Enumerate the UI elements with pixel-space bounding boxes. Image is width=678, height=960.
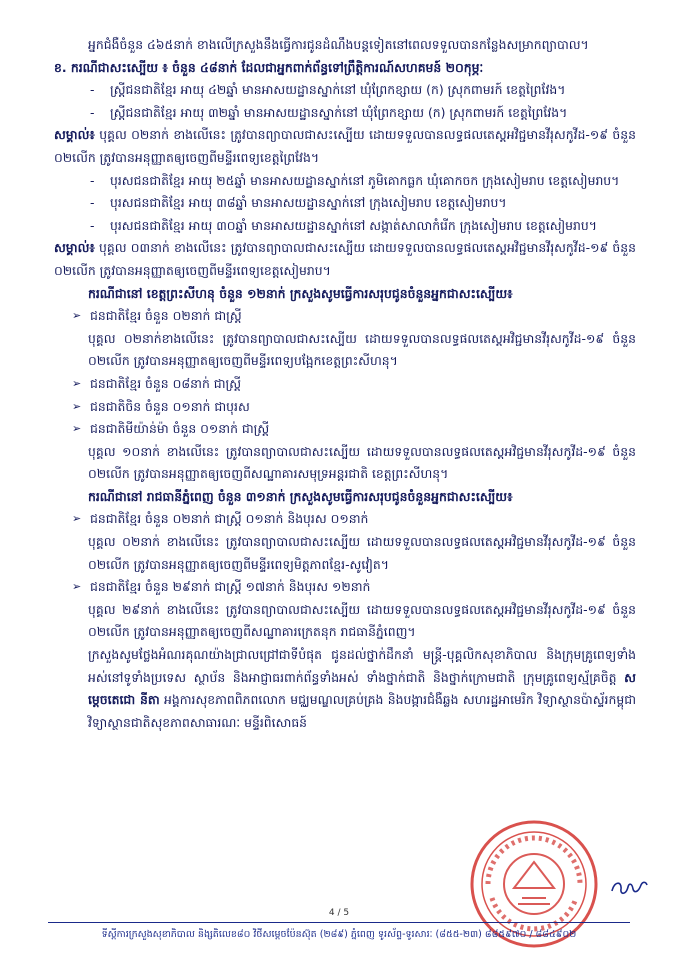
note-text: បុគ្គល ០២នាក់ ខាងលើនេះ ត្រូវបានព្យាបាលជាសះស្បើយ ដោយទទួលបានលទ្ធផលតេស្តអវិជ្ជមានវីរុសកូវីដ-១៩ ចំនួន ០២លើក ត្រូវបានអនុញ្ញាតឲ្យចេញពីមន្ទីរពេទ្យខេត្តព្រៃវែង។	[54, 127, 636, 165]
signature-icon	[608, 875, 650, 899]
dash-bullet-icon: -	[90, 104, 95, 120]
list-item-text: ជនជាតិខ្មែរ ចំនួន ០២នាក់ ជាស្ត្រី ០១នាក់ និងបុរស ០១នាក់	[90, 511, 369, 527]
list-item	[54, 215, 636, 238]
list-item-text: បុរសជនជាតិខ្មែរ អាយុ ២៥ឆ្នាំ មានអាសយដ្ឋានស្នាក់នៅ ភូមិគោកធ្លក ឃុំគោកចក ក្រុងសៀមរាប ខេត្តសៀមរាប។	[110, 172, 620, 188]
arrow-bullet-icon: ➢	[72, 376, 82, 390]
list-item-text: ជនជាតិមីយ៉ាន់ម៉ា ចំនួន ០១នាក់ ជាស្ត្រី	[90, 421, 270, 437]
person-paragraph: បុគ្គល ០២នាក់ ខាងលើនេះ ត្រូវបានព្យាបាលជាសះស្បើយ ដោយទទួលបានលទ្ធផលតេស្តអវិជ្ជមានវីរុសកូវីដ-១៩ ចំនួន ០២លើក ត្រូវបានអនុញ្ញាតឲ្យចេញពីមន្ទីរពេទ្យមិត្តភាពខ្មែរ-សូវៀត។	[88, 534, 636, 572]
person-paragraph: បុគ្គល ១០នាក់ ខាងលើនេះ ត្រូវបានព្យាបាលជាសះស្បើយ ដោយទទួលបានលទ្ធផលតេស្តអវិជ្ជមានវីរុសកូវីដ-១៩ ចំនួន ០២លើក ត្រូវបានអនុញ្ញាតឲ្យចេញពីសណ្ឋាគារសមុទ្រអន្តរជាតិ ខេត្តព្រះសីហនុ។	[88, 443, 636, 482]
list-item	[54, 418, 636, 441]
list-item-text: ជនជាតិខ្មែរ ចំនួន ០២នាក់ ជាស្ត្រី	[90, 308, 242, 324]
note-label: សម្គាល់៖	[54, 127, 95, 143]
recovered-heading: ខ. ករណីជាសះស្បើយ ៖ ចំនួន ៤៨នាក់ ដែលជាអ្នកពាក់ព័ន្ធទៅព្រឹត្តិការណ៍សហគមន៍ ២០កុម្ភៈ	[54, 59, 484, 75]
list-item	[54, 79, 636, 102]
person-paragraph: បុគ្គល ២៩នាក់ ខាងលើនេះ ត្រូវបានព្យាបាលជាសះស្បើយ ដោយទទួលបានលទ្ធផលតេស្តអវិជ្ជមានវីរុសកូវីដ-១៩ ចំនួន ០២លើក ត្រូវបានអនុញ្ញាតឲ្យចេញពីសណ្ឋាគារក្រេតនុក រាជធានីភ្នំពេញ។	[88, 601, 636, 640]
patients-paragraph: អ្នកជំងឺចំនួន ៤៦៥នាក់ ខាងលើក្រសួងនឹងធ្វើការជូនដំណឹងបន្តទៀតនៅពេលទទួលបានកន្លែងសម្រាកព្យាបាល។	[88, 37, 589, 52]
list-item-text: ជនជាតិចិន ចំនួន ០១នាក់ ជាបុរស	[90, 398, 250, 414]
thanks-bold-text: សម្តេចតេជោ នីតា	[88, 669, 636, 708]
thanks-text-continued: អង្គការសុខភាពពិភពលោក មជ្ឈមណ្ឌលគ្រប់គ្រង និងបង្ការជំងឺឆ្លង សហរដ្ឋអាមេរិក វិទ្យាស្ថានប៉ាស្ទ័រកម្ពុជា វិទ្យាស្ថានជាតិសុខភាពសាធារណៈ មន្ទីរពិសោធន៍	[88, 692, 636, 730]
list-item	[54, 102, 636, 125]
note-label: សម្គាល់៖	[54, 240, 95, 256]
dash-bullet-icon: -	[90, 172, 95, 188]
person-paragraph: បុគ្គល ០២នាក់ខាងលើនេះ ត្រូវបានព្យាបាលជាសះស្បើយ ដោយទទួលបានលទ្ធផលតេស្តអវិជ្ជមានវីរុសកូវីដ-១៩ ចំនួន ០២លើក ត្រូវបានអនុញ្ញាតឲ្យចេញពីមន្ទីរពេទ្យបង្អែកខេត្តព្រះសីហនុ។	[88, 330, 636, 369]
list-item	[54, 192, 636, 215]
footer-divider	[48, 922, 630, 923]
list-item	[54, 396, 636, 419]
list-item	[54, 576, 636, 599]
footer-address: ទីស្តីការក្រសួងសុខាភិបាល និង្សតិលេខ៨០ វិថីសម្តេចប៉ែនស៊ុត (២៨៩) ភ្នំពេញ ទូរស័ព្ទ-ទូរសារៈ (៨៥៥-២៣) ៨៨៥៩៧០ / ៨៨៤៩០២	[101, 929, 577, 940]
dash-bullet-icon: -	[90, 217, 95, 233]
note-paragraph	[54, 124, 636, 169]
list-item-text: ស្ត្រីជនជាតិខ្មែរ អាយុ ៤២ឆ្នាំ មានអាសយដ្ឋានស្នាក់នៅ ឃុំព្រែកខ្សាយ (ក) ស្រុកពាមរក៍ ខេត្តព្រៃវែង។	[110, 82, 566, 98]
arrow-bullet-icon: ➢	[72, 399, 82, 413]
list-item	[54, 170, 636, 193]
note-paragraph	[54, 237, 636, 282]
list-item-text: ស្ត្រីជនជាតិខ្មែរ អាយុ ៣២ឆ្នាំ មានអាសយដ្ឋានស្នាក់នៅ ឃុំព្រែកខ្សាយ (ក) ស្រុកពាមរក៍ ខេត្តព្រៃវែង។	[110, 104, 568, 120]
arrow-bullet-icon: ➢	[72, 422, 82, 436]
list-item	[54, 508, 636, 531]
dash-bullet-icon: -	[90, 195, 95, 211]
thanks-text: ក្រសួងសូមថ្លែងអំណរគុណយ៉ាងជ្រាលជ្រៅជាទីបំផុត ជូនដល់ថ្នាក់ដឹកនាំ មន្ត្រី-បុគ្គលិកសុខាភិបាល និងក្រុមគ្រូពេទ្យទាំងអស់នៅទូទាំងប្រទេស ស្ថាប័ន និងអាជ្ញាធរពាក់ព័ន្ធទាំងអស់ ទាំងថ្នាក់ជាតិ និងថ្នាក់ក្រោមជាតិ ក្រុមគ្រូពេទ្យស្ម័គ្រចិត្ត	[88, 647, 636, 685]
document-body	[54, 34, 636, 734]
arrow-bullet-icon: ➢	[72, 512, 82, 526]
sihanoukville-heading: ករណីជានៅ ខេត្តព្រះសីហនុ ចំនួន ១២នាក់ ក្រសួងសូមធ្វើការសរុបជូនចំនួនអ្នកជាសះស្បើយ៖	[88, 285, 513, 301]
list-item-text: បុរសជនជាតិខ្មែរ អាយុ ៣០ឆ្នាំ មានអាសយដ្ឋានស្នាក់នៅ សង្កាត់សាលាកំរើក ក្រុងសៀមរាប ខេត្តសៀមរាប។	[110, 217, 597, 233]
arrow-bullet-icon: ➢	[72, 309, 82, 323]
page-number: 4 / 5	[328, 908, 350, 918]
list-item-text: ជនជាតិខ្មែរ ចំនួន ០៨នាក់ ជាស្ត្រី	[90, 375, 242, 391]
dash-bullet-icon: -	[90, 82, 95, 98]
list-item-text: ជនជាតិខ្មែរ ចំនួន ២៩នាក់ ជាស្ត្រី ១៧នាក់ និងបុរស ១២នាក់	[90, 579, 371, 595]
list-item	[54, 373, 636, 396]
phnom-penh-heading: ករណីជានៅ រាជធានីភ្នំពេញ ចំនួន ៣១នាក់ ក្រសួងសូមធ្វើការសរុបជូនចំនួនអ្នកជាសះស្បើយ៖	[88, 488, 513, 504]
arrow-bullet-icon: ➢	[72, 580, 82, 594]
list-item-text: បុរសជនជាតិខ្មែរ អាយុ ៣៨ឆ្នាំ មានអាសយដ្ឋានស្នាក់នៅ ក្រុងសៀមរាប ខេត្តសៀមរាប។	[110, 195, 507, 211]
note-text: បុគ្គល ០៣នាក់ ខាងលើនេះ ត្រូវបានព្យាបាលជាសះស្បើយ ដោយទទួលបានលទ្ធផលតេស្តអវិជ្ជមានវីរុសកូវីដ-១៩ ចំនួន ០២លើក ត្រូវបានអនុញ្ញាតឲ្យចេញពីមន្ទីរពេទ្យខេត្តសៀមរាប។	[54, 240, 636, 278]
list-item	[54, 305, 636, 328]
thanks-paragraph	[54, 644, 636, 734]
